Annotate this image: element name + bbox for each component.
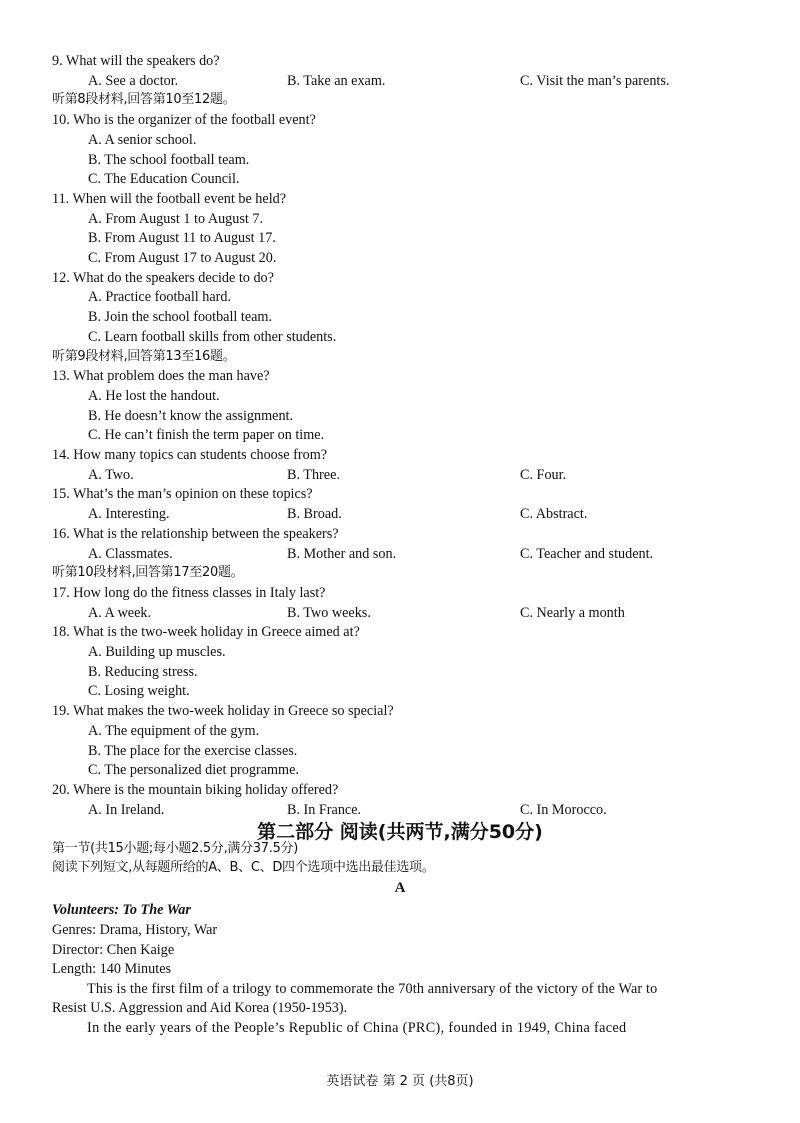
question: 11. When will the football event be held?: [52, 190, 287, 207]
passage-label: A: [394, 880, 406, 896]
option-b: B. Broad.: [287, 506, 342, 523]
option: C. The Education Council.: [88, 171, 240, 188]
section-one-heading: 第一节(共15小题;每小题2.5分,满分37.5分): [52, 841, 299, 856]
option-c: C. Teacher and student.: [520, 545, 654, 562]
option-c: C. Four.: [520, 466, 567, 483]
option: A. He lost the handout.: [88, 387, 220, 404]
question: 14. How many topics can students choose from?: [52, 447, 328, 463]
question: 16. What is the relationship between the speakers?: [52, 525, 339, 542]
option: B. He doesn’t know the assignment.: [88, 407, 294, 424]
option-b: B. Two weeks.: [287, 604, 371, 621]
option: C. Learn football skills from other students.: [88, 328, 337, 345]
option-a: A. A week.: [88, 604, 152, 621]
material-instruction: 听第10段材料,回答第17至20题。: [52, 565, 244, 581]
movie-title: Volunteers: To The War: [52, 902, 191, 918]
option: C. Losing weight.: [88, 683, 190, 700]
question: 9. What will the speakers do?: [52, 53, 220, 69]
material-instruction: 听第8段材料,回答第10至12题。: [52, 92, 236, 108]
paragraph-1-line-2: Resist U.S. Aggression and Aid Korea (1950-1953).: [52, 1000, 348, 1016]
option-a: A. Interesting.: [88, 506, 170, 523]
option-c: C. Abstract.: [520, 506, 588, 523]
reading-instruction: 阅读下列短文,从每题所给的A、B、C、D四个选项中选出最佳选项。: [52, 860, 435, 875]
option-c: C. In Morocco.: [520, 801, 607, 818]
question: 15. What’s the man’s opinion on these topics?: [52, 486, 313, 503]
option-b: B. In France.: [287, 801, 362, 818]
option: A. The equipment of the gym.: [88, 722, 260, 739]
question: 10. Who is the organizer of the football event?: [52, 112, 316, 129]
option: B. Join the school football team.: [88, 309, 273, 326]
paragraph-1-line-1: This is the first film of a trilogy to commemorate the 70th anniversary of the victory of the War to: [87, 981, 658, 997]
option: A. Practice football hard.: [88, 289, 232, 306]
option: A. A senior school.: [88, 131, 197, 148]
question: 20. Where is the mountain biking holiday offered?: [52, 781, 339, 798]
paragraph-2-line-1: In the early years of the People’s Republic of China (PRC), founded in 1949, China faced: [87, 1020, 627, 1036]
question: 19. What makes the two-week holiday in Greece so special?: [52, 703, 394, 720]
question: 12. What do the speakers decide to do?: [52, 269, 274, 286]
movie-director: Director: Chen Kaige: [52, 942, 175, 958]
option: C. He can’t finish the term paper on time.: [88, 427, 325, 444]
option-c: C. Visit the man’s parents.: [520, 72, 670, 89]
option: B. Reducing stress.: [88, 663, 198, 680]
option-a: A. Classmates.: [88, 545, 173, 562]
question: 17. How long do the fitness classes in Italy last?: [52, 584, 326, 601]
part-two-title: 第二部分 阅读(共两节,满分50分): [257, 821, 543, 843]
option: C. From August 17 to August 20.: [88, 250, 277, 266]
option: C. The personalized diet programme.: [88, 762, 299, 779]
movie-genres: Genres: Drama, History, War: [52, 922, 218, 938]
option-a: A. Two.: [88, 466, 134, 483]
option-b: B. Three.: [287, 466, 340, 483]
option: B. From August 11 to August 17.: [88, 230, 276, 247]
question: 13. What problem does the man have?: [52, 368, 270, 385]
option: B. The school football team.: [88, 151, 250, 168]
option: A. From August 1 to August 7.: [88, 210, 264, 227]
option-a: A. In Ireland.: [88, 801, 165, 818]
material-instruction: 听第9段材料,回答第13至16题。: [52, 348, 236, 364]
movie-length: Length: 140 Minutes: [52, 961, 172, 977]
question: 18. What is the two-week holiday in Greece aimed at?: [52, 624, 360, 641]
option-c: C. Nearly a month: [520, 604, 625, 621]
option-b: B. Take an exam.: [287, 72, 386, 89]
option-b: B. Mother and son.: [287, 545, 397, 562]
page-footer: 英语试卷 第 2 页 (共8页): [326, 1074, 474, 1089]
option-a: A. See a doctor.: [88, 72, 179, 89]
option: A. Building up muscles.: [88, 644, 226, 660]
option: B. The place for the exercise classes.: [88, 742, 298, 759]
